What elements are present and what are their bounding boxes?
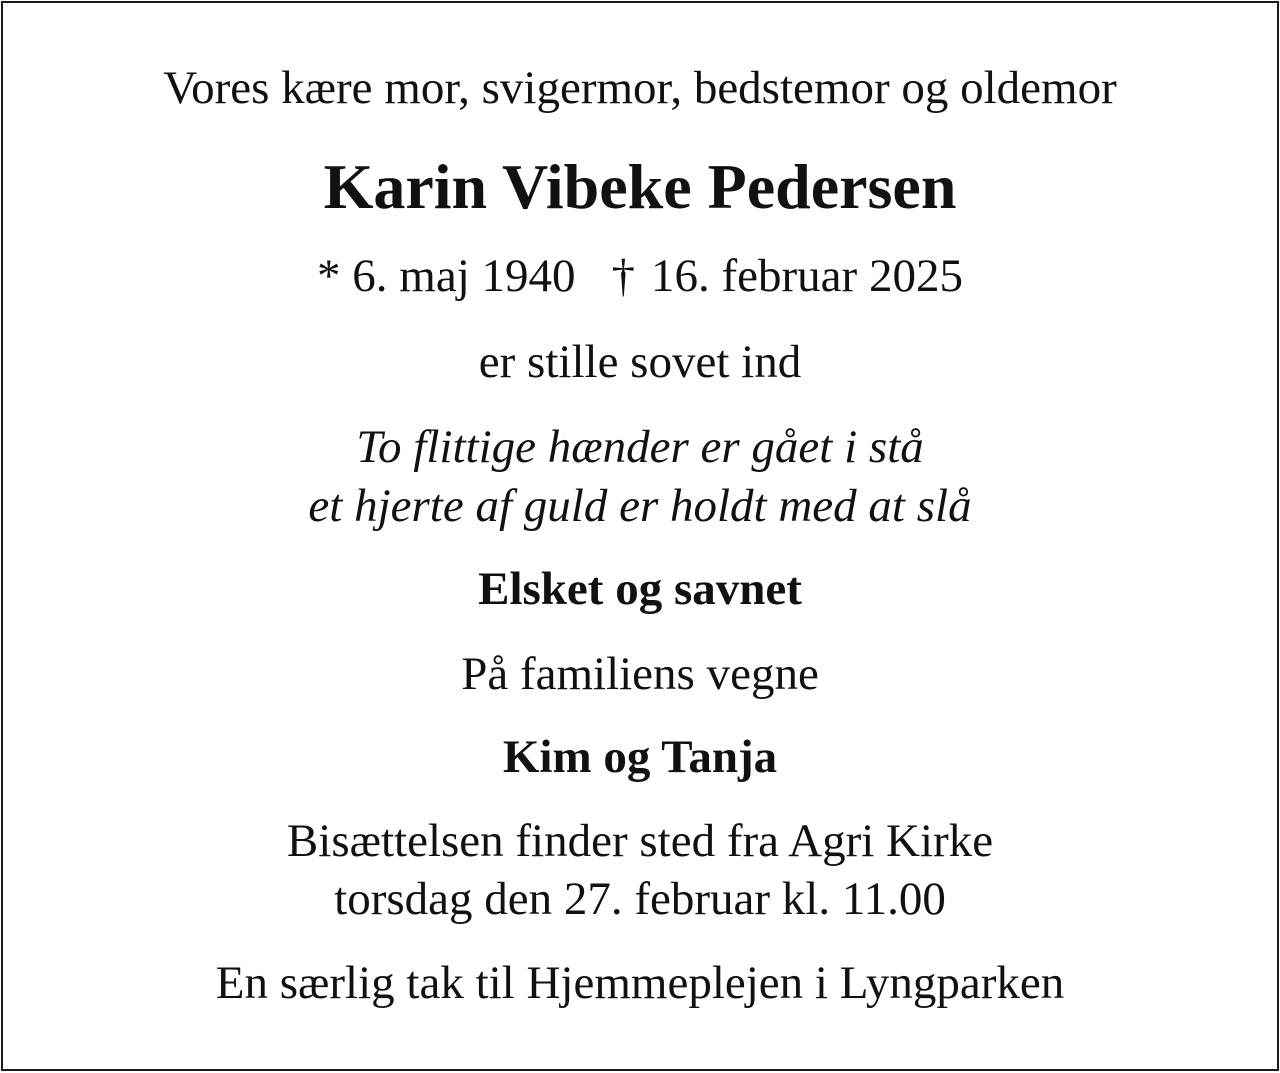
signers: Kim og Tanja bbox=[502, 731, 778, 783]
on-behalf-text: På familiens vegne bbox=[461, 648, 819, 700]
service-line-2: torsdag den 27. februar kl. 11.00 bbox=[334, 873, 946, 925]
verse-line-1: To flittige hænder er gået i stå bbox=[356, 421, 924, 473]
passing-text: er stille sovet ind bbox=[478, 336, 802, 388]
obituary-notice bbox=[1, 1, 1279, 1071]
loved-text: Elsket og savnet bbox=[478, 563, 802, 615]
birth-date: * 6. maj 1940 bbox=[317, 250, 576, 302]
dagger-icon: † bbox=[611, 250, 636, 302]
death-date: 16. februar 2025 bbox=[651, 250, 963, 302]
thanks-text: En særlig tak til Hjemmeplejen i Lyngparken bbox=[215, 957, 1065, 1009]
service-line-1: Bisættelsen finder sted fra Agri Kirke bbox=[286, 815, 994, 867]
intro-text: Vores kære mor, svigermor, bedstemor og oldemor bbox=[163, 62, 1117, 114]
life-dates bbox=[3, 250, 1277, 302]
verse-line-2: et hjerte af guld er holdt med at slå bbox=[308, 480, 972, 532]
deceased-name: Karin Vibeke Pedersen bbox=[323, 151, 957, 222]
